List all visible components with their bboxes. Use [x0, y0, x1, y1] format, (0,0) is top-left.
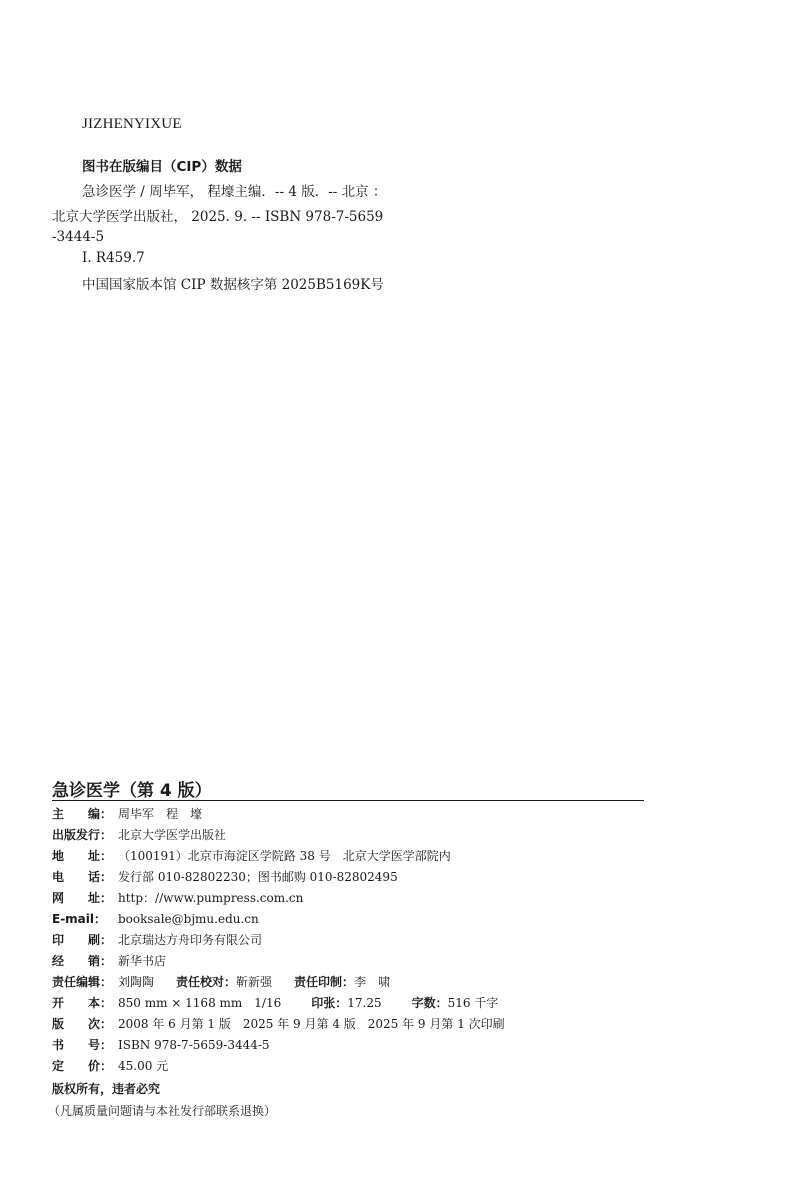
editor-value: 周毕军 程 壕	[118, 807, 203, 821]
info-format	[52, 997, 498, 1009]
phone-label: 电 话：	[52, 870, 113, 884]
copyright-notice: 版权所有，违者必究	[52, 1082, 161, 1096]
cip-line-4: Ⅰ. R459.7	[82, 250, 145, 266]
words-value: 516 千字	[447, 996, 499, 1010]
address-label: 地 址：	[52, 849, 113, 863]
sheets-label: 印张：	[311, 996, 348, 1010]
email-value: booksale@bjmu.edu.cn	[118, 912, 259, 926]
cip-line-3: -3444-5	[52, 229, 105, 245]
resp-proof-label: 责任校对：	[176, 975, 237, 989]
address-value: （100191）北京市海淀区学院路 38 号 北京大学医学部院内	[118, 849, 451, 863]
info-phone	[52, 871, 398, 883]
distributor-value: 新华书店	[118, 954, 167, 968]
website-value: http：//www.pumpress.com.cn	[118, 891, 304, 905]
price-label: 定 价：	[52, 1059, 113, 1073]
words-label: 字数：	[411, 996, 448, 1010]
price-value: 45.00 元	[118, 1059, 169, 1073]
info-edition	[52, 1018, 505, 1030]
phone-value: 发行部 010-82802230；图书邮购 010-82802495	[118, 870, 398, 884]
edition-label: 版 次：	[52, 1017, 113, 1031]
publisher-label: 出版发行：	[52, 828, 113, 842]
sheets-value: 17.25	[347, 996, 382, 1010]
info-email	[52, 913, 259, 925]
cip-heading: 图书在版编目（CIP）数据	[82, 159, 242, 175]
info-printer	[52, 934, 262, 946]
info-responsibility	[52, 976, 390, 988]
info-isbn	[52, 1039, 270, 1051]
cip-line-1: 急诊医学 / 周毕军， 程壕主编．-- 4 版．-- 北京 ：	[82, 184, 387, 200]
quality-notice: （凡属质量问题请与本社发行部联系退换）	[48, 1104, 277, 1118]
resp-editor-label: 责任编辑：	[52, 975, 113, 989]
isbn-label: 书 号：	[52, 1038, 113, 1052]
isbn-value: ISBN 978-7-5659-3444-5	[118, 1038, 270, 1052]
editor-label: 主 编：	[52, 807, 113, 821]
format-label: 开 本：	[52, 996, 113, 1010]
resp-print-label: 责任印制：	[294, 975, 355, 989]
info-distributor	[52, 955, 166, 967]
info-website	[52, 892, 303, 904]
info-price	[52, 1060, 168, 1072]
pinyin-title: JIZHENYIXUE	[82, 116, 182, 132]
website-label: 网 址：	[52, 891, 113, 905]
cip-line-5: 中国国家版本馆 CIP 数据核字第 2025B5169K号	[82, 277, 384, 293]
printer-label: 印 刷：	[52, 933, 113, 947]
email-label: E-mail：	[52, 912, 107, 926]
publisher-value: 北京大学医学出版社	[118, 828, 227, 842]
printer-value: 北京瑞达方舟印务有限公司	[118, 933, 263, 947]
resp-proof-value: 靳新强	[236, 975, 273, 989]
info-address	[52, 850, 451, 862]
cip-line-2: 北京大学医学出版社， 2025. 9. -- ISBN 978-7-5659	[52, 209, 384, 225]
title-divider	[52, 800, 644, 801]
book-title: 急诊医学（第 4 版）	[52, 781, 212, 801]
info-editor	[52, 808, 202, 820]
resp-print-value: 李 啸	[354, 975, 391, 989]
info-publisher	[52, 829, 226, 841]
distributor-label: 经 销：	[52, 954, 113, 968]
format-value: 850 mm × 1168 mm 1/16	[118, 996, 282, 1010]
edition-value: 2008 年 6 月第 1 版 2025 年 9 月第 4 版 2025 年 9 月第 1 次印刷	[118, 1017, 505, 1031]
resp-editor-value: 刘陶陶	[118, 975, 155, 989]
